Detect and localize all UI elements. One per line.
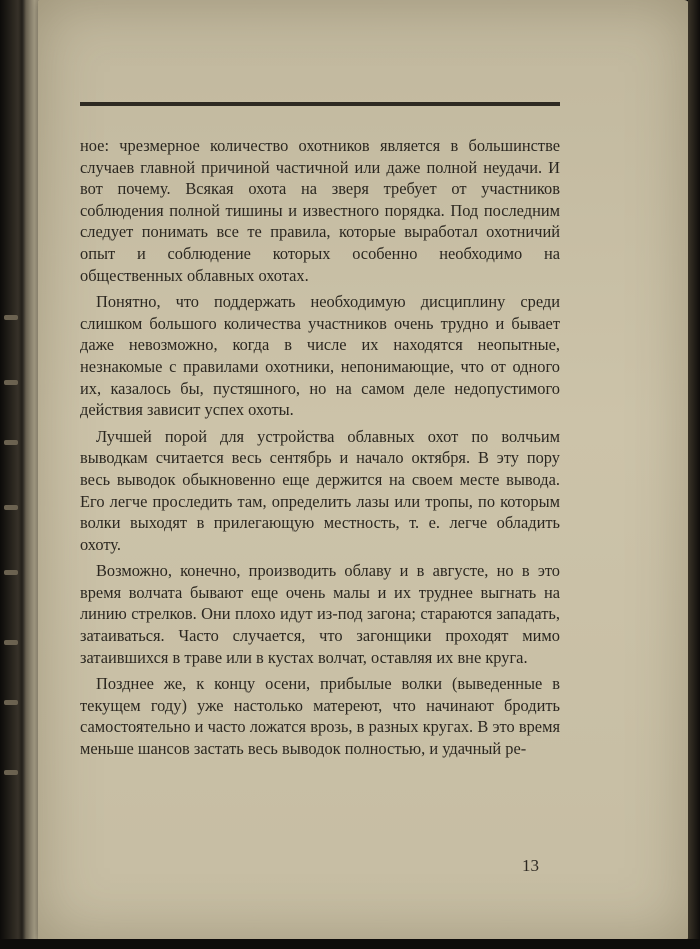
paragraph: Позднее же, к концу осени, прибылые волки (выведенные в текущем году) уже настолько матереют, что начинают бродить самостоятельно и часто ложатся врозь, в разных кругах. В это время меньше шансов застать весь выводок полностью, и удачный ре- [80, 674, 560, 759]
book-page [38, 0, 690, 940]
paragraph: Возможно, конечно, производить облаву и в августе, но в это время волчата бывают еще очень малы и их труднее выгнать на линию стрелков. Они плохо идут из-под загона; стараются западать, затаиваться. Часто случается, что загонщики проходят мимо затаившихся в траве или в кустах волчат, оставляя их вне круга. [80, 561, 560, 667]
edge-mark [4, 570, 18, 575]
edge-mark [4, 380, 18, 385]
edge-mark [4, 640, 18, 645]
paragraph: ное: чрезмерное количество охотников является в большинстве случаев главной причиной частичной или даже полной неудачи. И вот почему. Всякая охота на зверя требует от участников соблюдения полной тишины и известного порядка. Под последним следует понимать все те правила, которые выработал охотничий опыт и соблюдение которых особенно необходимо на общественных облавных охотах. [80, 136, 560, 285]
header-rule [80, 102, 560, 106]
page-text [80, 135, 560, 765]
book-spine-shadow [18, 0, 26, 949]
edge-mark [4, 700, 18, 705]
edge-mark [4, 440, 18, 445]
paragraph: Лучшей порой для устройства облавных охот по волчьим выводкам считается весь сентябрь и начало октября. В эту пору весь выводок обыкновенно еще держится на своем месте вывода. Его легче проследить там, определить лазы или тропы, по которым волки выходят в прилегающую местность, т. е. легче обладить охоту. [80, 426, 560, 554]
right-background-edge [688, 0, 700, 949]
paragraph: Понятно, что поддержать необходимую дисциплину среди слишком большого количества участников очень трудно и бывает даже невозможно, когда в числе их находятся неопытные, незнакомые с правилами охотники, непонимающие, что от одного их, казалось бы, пустяшного, но на самом деле недопустимого действия зависит успех охоты. [80, 292, 560, 420]
bottom-background-edge [0, 939, 700, 949]
page-number: 13 [522, 856, 539, 875]
edge-mark [4, 770, 18, 775]
edge-mark [4, 315, 18, 320]
edge-mark [4, 505, 18, 510]
